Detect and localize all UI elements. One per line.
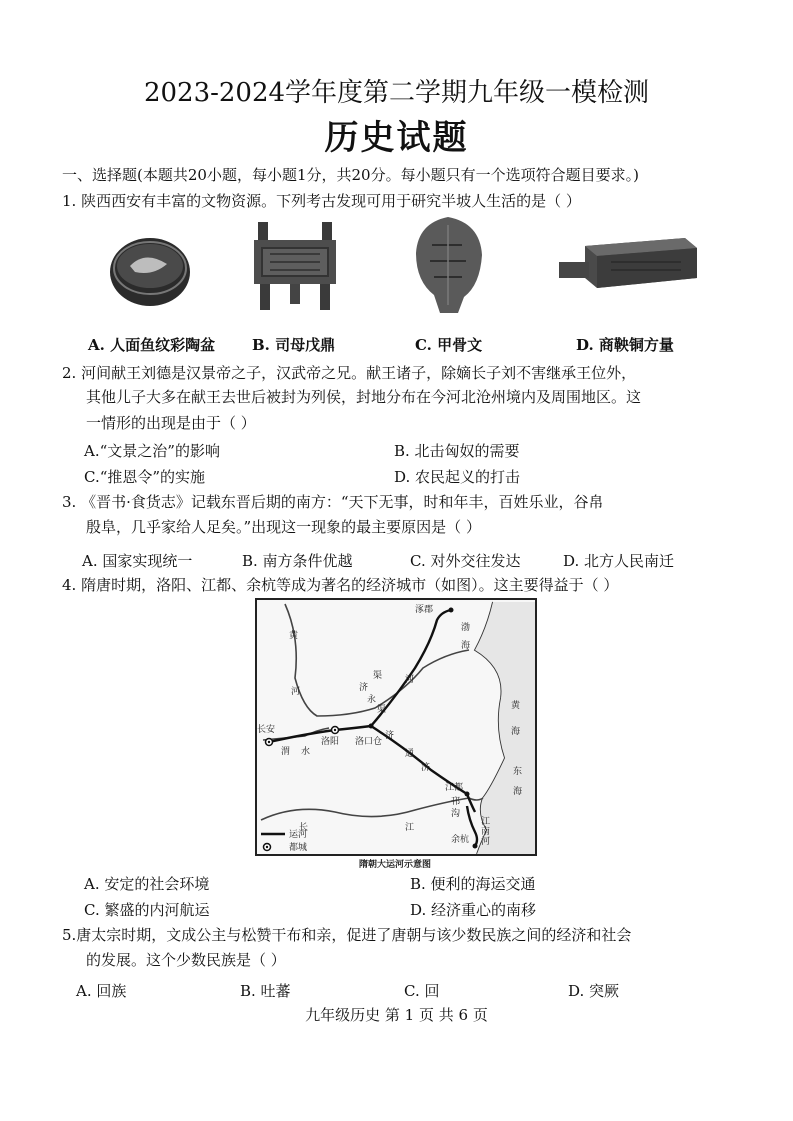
question-5-option-a[interactable]: A. 回族: [76, 982, 127, 1000]
map-legend-canal: 运河: [289, 830, 308, 840]
question-2-option-c[interactable]: C.“推恩令”的实施: [84, 468, 206, 486]
question-1-stem: 1. 陕西西安有丰富的文物资源。下列考古发现可用于研究半坡人生活的是（ ）: [62, 192, 581, 210]
question-4-option-c[interactable]: C. 繁盛的内河航运: [84, 901, 210, 919]
map-label: 渤: [461, 623, 471, 633]
map-label: 黄: [289, 631, 299, 641]
map-label: 水: [301, 747, 311, 757]
question-2-option-b[interactable]: B. 北击匈奴的需要: [394, 442, 520, 460]
map-label: 海: [461, 641, 471, 651]
map-label: 河: [291, 687, 301, 697]
question-5-stem-line-2: 的发展。这个少数民族是（ ）: [86, 951, 286, 969]
question-1-option-d[interactable]: D. 商鞅铜方量: [576, 336, 674, 354]
question-5-stem-line-1: 5.唐太宗时期，文成公主与松赞干布和亲，促进了唐朝与该少数民族之间的经济和社会: [62, 926, 632, 944]
map-label: 通: [405, 749, 415, 759]
map-label: 邗: [451, 797, 461, 807]
shang-yang-measure-image: [555, 232, 705, 304]
page-footer: 九年级历史 第 1 页 共 6 页: [305, 1006, 488, 1024]
question-5-option-d[interactable]: D. 突厥: [568, 982, 620, 1000]
map-city-luokoucang: 洛口仓: [355, 737, 383, 747]
map-label: 黄: [511, 701, 521, 711]
question-5-option-c[interactable]: C. 回: [404, 982, 440, 1000]
map-label: 济: [421, 763, 431, 773]
subject-title: 历史试题: [324, 118, 469, 158]
question-1-option-a[interactable]: A. 人面鱼纹彩陶盆: [88, 336, 216, 354]
map-label: 海: [513, 787, 523, 797]
map-label: 渠: [373, 671, 383, 681]
map-city-zhuojun: 涿郡: [415, 605, 434, 615]
map-label: 沟: [451, 809, 461, 819]
map-label: 长: [299, 823, 309, 833]
question-3-stem-line-1: 3. 《晋书·食货志》记载东晋后期的南方：“天下无事，时和年丰，百姓乐业，谷帛: [62, 493, 604, 511]
map-label: 江: [405, 823, 415, 833]
map-caption: 隋朝大运河示意图: [359, 860, 432, 870]
question-4-option-b[interactable]: B. 便利的海运交通: [410, 875, 536, 893]
question-2-option-a[interactable]: A.“文景之治”的影响: [84, 442, 220, 460]
question-3-option-d[interactable]: D. 北方人民南迁: [563, 552, 675, 570]
question-4-stem: 4. 隋唐时期，洛阳、江都、余杭等成为著名的经济城市（如图）。这主要得益于（ ）: [62, 576, 619, 594]
question-2-option-d[interactable]: D. 农民起义的打击: [394, 468, 521, 486]
map-label: 海: [511, 727, 521, 737]
map-label: 永: [367, 695, 377, 705]
question-3-option-b[interactable]: B. 南方条件优越: [242, 552, 353, 570]
map-legend-city: 都城: [289, 843, 308, 853]
map-label: 河: [481, 837, 491, 847]
exam-title: 2023-2024学年度第二学期九年级一模检测: [143, 78, 650, 108]
question-3-option-c[interactable]: C. 对外交往发达: [410, 552, 521, 570]
question-2-stem-line-1: 2. 河间献王刘德是汉景帝之子，汉武帝之兄。献王诸子，除嫡长子刘不害继承王位外，: [62, 364, 637, 382]
map-city-jiangdu: 江都: [445, 783, 464, 793]
question-1-option-c[interactable]: C. 甲骨文: [415, 336, 483, 354]
map-label: 江: [481, 817, 491, 827]
pottery-basin-image: [105, 230, 195, 310]
question-4-option-d[interactable]: D. 经济重心的南移: [410, 901, 537, 919]
map-label: 济: [359, 683, 369, 693]
oracle-bone-image: [408, 215, 488, 315]
question-2-stem-line-3: 一情形的出现是由于（ ）: [86, 414, 256, 432]
map-city-changan: 长安: [257, 725, 276, 735]
section-instructions: 一、选择题(本题共20小题，每小题1分，共20分。每小题只有一个选项符合题目要求。): [62, 166, 639, 184]
question-4-option-a[interactable]: A. 安定的社会环境: [84, 875, 210, 893]
map-label: 东: [513, 767, 523, 777]
question-2-stem-line-2: 其他儿子大多在献王去世后被封为列侯，封地分布在今河北沧州境内及周围地区。这: [86, 388, 642, 406]
question-1-option-b[interactable]: B. 司母戊鼎: [252, 336, 336, 354]
map-label: 渭: [281, 747, 291, 757]
question-5-option-b[interactable]: B. 吐蕃: [240, 982, 291, 1000]
map-label: 南: [481, 827, 491, 837]
map-label: 渠: [377, 705, 387, 715]
question-3-stem-line-2: 殷阜，几乎家给人足矣。”出现这一现象的最主要原因是（ ）: [86, 518, 481, 536]
map-city-luoyang: 洛阳: [321, 737, 340, 747]
simuwu-ding-image: [250, 218, 340, 313]
map-label: 河: [405, 675, 415, 685]
map-city-yuhang: 余杭: [451, 835, 470, 845]
question-3-option-a[interactable]: A. 国家实现统一: [82, 552, 193, 570]
grand-canal-map: [255, 598, 537, 870]
map-label: 济: [385, 731, 395, 741]
